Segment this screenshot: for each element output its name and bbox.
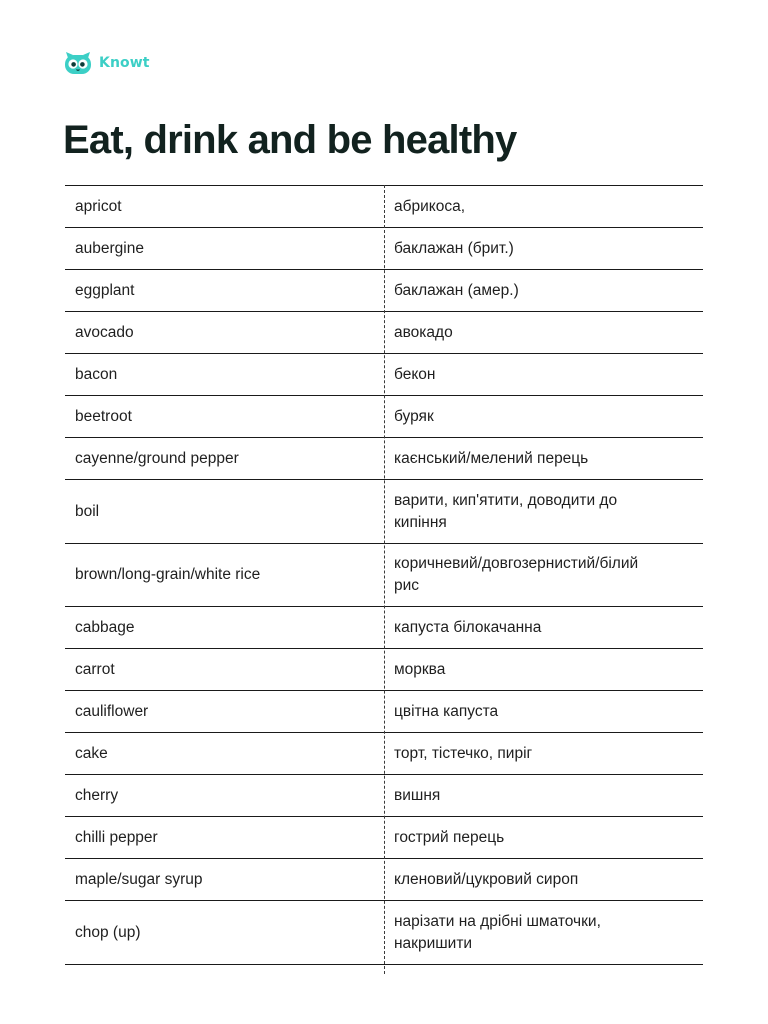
definition-cell: капуста білокачанна — [384, 607, 703, 649]
definition-cell: авокадо — [384, 312, 703, 354]
definition-cell: коричневий/довгозернистий/білий рис — [384, 544, 703, 607]
term-cell: eggplant — [65, 270, 384, 312]
column-divider — [384, 185, 385, 974]
definition-cell: баклажан (амер.) — [384, 270, 703, 312]
definition-cell: вишня — [384, 775, 703, 817]
vocabulary-table-container — [65, 185, 703, 974]
definition-cell: баклажан (брит.) — [384, 228, 703, 270]
term-cell: aubergine — [65, 228, 384, 270]
definition-cell: торт, тістечко, пиріг — [384, 733, 703, 775]
term-cell: cherry — [65, 775, 384, 817]
term-cell: brown/long-grain/white rice — [65, 544, 384, 607]
brand[interactable] — [64, 50, 150, 76]
term-cell: cauliflower — [65, 691, 384, 733]
term-cell: bacon — [65, 354, 384, 396]
definition-cell: цвітна капуста — [384, 691, 703, 733]
term-cell: chop (up) — [65, 901, 384, 965]
knowt-owl-logo-icon — [64, 51, 92, 75]
definition-cell: бекон — [384, 354, 703, 396]
definition-cell: каєнський/мелений перець — [384, 438, 703, 480]
term-cell: cake — [65, 733, 384, 775]
term-cell: carrot — [65, 649, 384, 691]
definition-cell: нарізати на дрібні шматочки, накришити — [384, 901, 703, 965]
term-cell: beetroot — [65, 396, 384, 438]
definition-cell: абрикоса, — [384, 186, 703, 228]
page-title: Eat, drink and be healthy — [63, 118, 517, 162]
term-cell: cayenne/ground pepper — [65, 438, 384, 480]
definition-cell: буряк — [384, 396, 703, 438]
term-cell: apricot — [65, 186, 384, 228]
term-cell: chilli pepper — [65, 817, 384, 859]
definition-cell: гострий перець — [384, 817, 703, 859]
definition-cell: кленовий/цукровий сироп — [384, 859, 703, 901]
definition-cell: варити, кип'ятити, доводити до кипіння — [384, 480, 703, 544]
term-cell: boil — [65, 480, 384, 544]
definition-cell: морква — [384, 649, 703, 691]
term-cell: maple/sugar syrup — [65, 859, 384, 901]
term-cell: avocado — [65, 312, 384, 354]
term-cell: cabbage — [65, 607, 384, 649]
brand-name: Knowt — [99, 55, 150, 71]
